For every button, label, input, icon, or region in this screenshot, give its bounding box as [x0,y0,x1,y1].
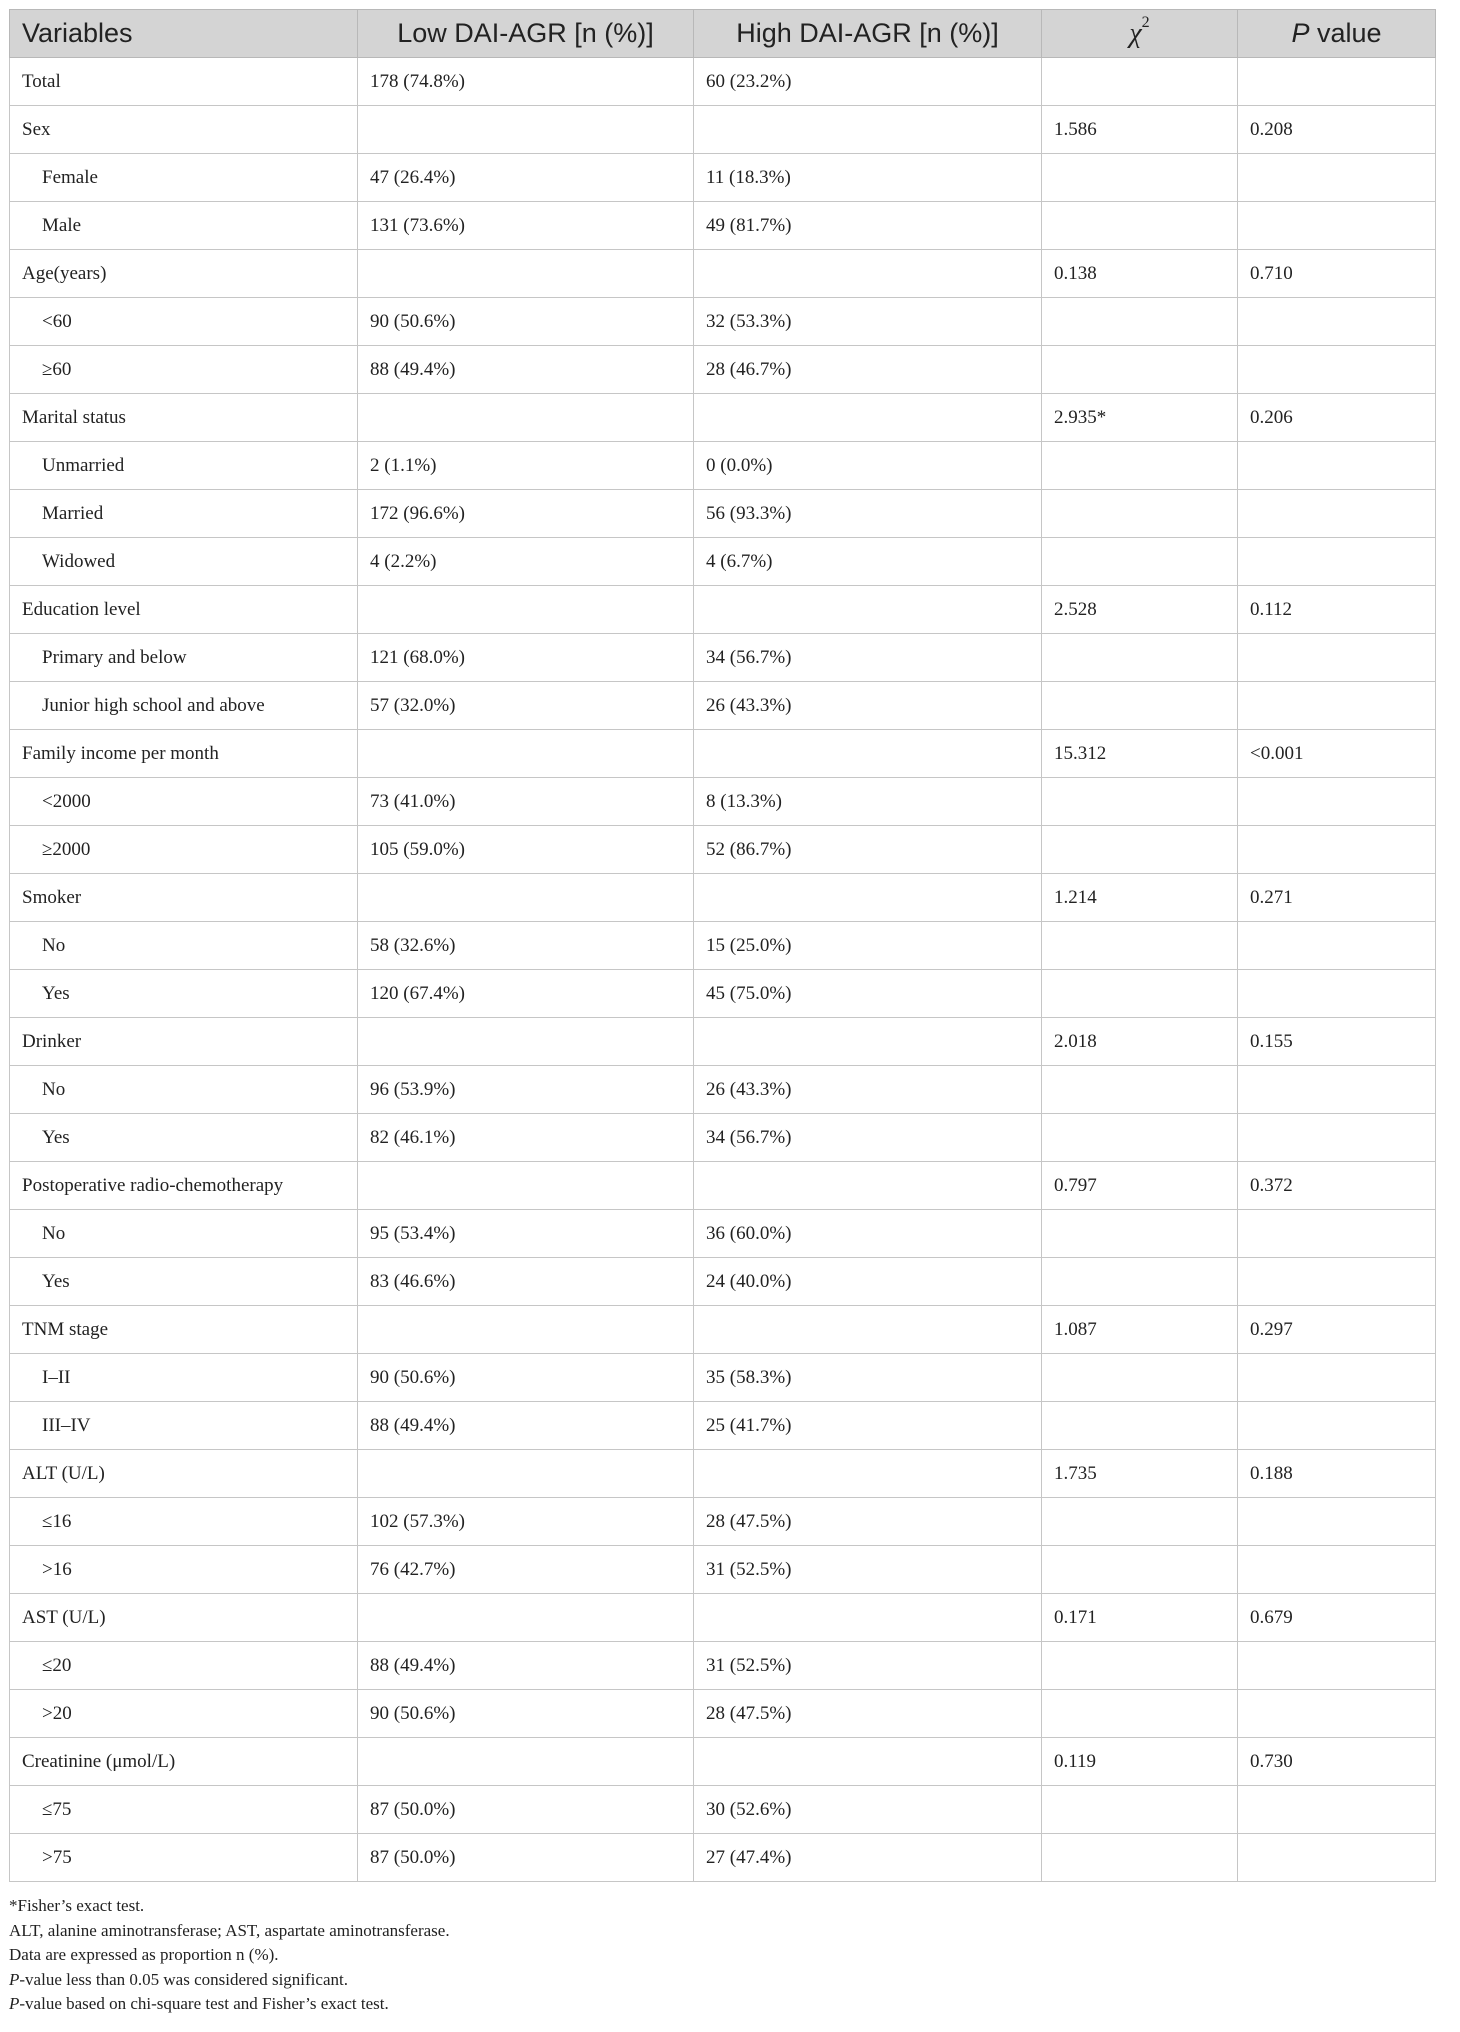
data-table [9,9,1436,1882]
table-row [10,106,1436,154]
cell-high-dai-agr [694,1738,1042,1786]
cell-chi-square: 2.935* [1042,394,1238,442]
cell-chi-square [1042,202,1238,250]
cell-chi-square [1042,1354,1238,1402]
table-row [10,1114,1436,1162]
cell-p-value: 0.208 [1238,106,1436,154]
cell-variable: Sex [10,106,358,154]
cell-chi-square [1042,538,1238,586]
cell-high-dai-agr: 35 (58.3%) [694,1354,1042,1402]
cell-high-dai-agr: 28 (47.5%) [694,1690,1042,1738]
cell-low-dai-agr [358,250,694,298]
cell-low-dai-agr: 58 (32.6%) [358,922,694,970]
cell-p-value [1238,1642,1436,1690]
cell-low-dai-agr [358,106,694,154]
cell-high-dai-agr: 0 (0.0%) [694,442,1042,490]
table-row [10,1594,1436,1642]
cell-variable: No [10,1210,358,1258]
cell-low-dai-agr: 76 (42.7%) [358,1546,694,1594]
cell-p-value [1238,58,1436,106]
cell-high-dai-agr: 36 (60.0%) [694,1210,1042,1258]
cell-low-dai-agr [358,1450,694,1498]
table-row [10,730,1436,778]
table-row [10,202,1436,250]
cell-chi-square [1042,970,1238,1018]
table-row [10,1690,1436,1738]
cell-p-value: 0.679 [1238,1594,1436,1642]
cell-chi-square [1042,154,1238,202]
cell-chi-square: 0.138 [1042,250,1238,298]
table-row [10,1210,1436,1258]
cell-high-dai-agr: 26 (43.3%) [694,1066,1042,1114]
cell-chi-square [1042,346,1238,394]
table-header-row [10,10,1436,58]
cell-variable: Postoperative radio-chemotherapy [10,1162,358,1210]
cell-high-dai-agr: 26 (43.3%) [694,682,1042,730]
cell-variable: Total [10,58,358,106]
cell-p-value: <0.001 [1238,730,1436,778]
cell-low-dai-agr: 73 (41.0%) [358,778,694,826]
cell-p-value [1238,970,1436,1018]
cell-p-value [1238,538,1436,586]
chi-symbol: $\chi^2$ [1129,14,1150,49]
table-row [10,442,1436,490]
cell-high-dai-agr [694,1594,1042,1642]
cell-variable: Yes [10,1258,358,1306]
cell-variable: Family income per month [10,730,358,778]
cell-p-value [1238,682,1436,730]
cell-p-value [1238,922,1436,970]
cell-low-dai-agr: 57 (32.0%) [358,682,694,730]
header-low-dai-agr: Low DAI-AGR [n (%)] [358,10,694,58]
cell-variable: No [10,1066,358,1114]
cell-variable: Female [10,154,358,202]
cell-high-dai-agr [694,730,1042,778]
cell-low-dai-agr: 87 (50.0%) [358,1834,694,1882]
table-row [10,1258,1436,1306]
cell-variable: Drinker [10,1018,358,1066]
cell-chi-square: 1.735 [1042,1450,1238,1498]
cell-chi-square [1042,1642,1238,1690]
table-row [10,778,1436,826]
cell-variable: AST (U/L) [10,1594,358,1642]
cell-low-dai-agr [358,1018,694,1066]
cell-low-dai-agr [358,394,694,442]
cell-chi-square [1042,1066,1238,1114]
cell-high-dai-agr: 34 (56.7%) [694,634,1042,682]
cell-p-value [1238,442,1436,490]
cell-chi-square [1042,1210,1238,1258]
cell-variable: Smoker [10,874,358,922]
cell-chi-square: 2.018 [1042,1018,1238,1066]
cell-variable: >75 [10,1834,358,1882]
table-row [10,1546,1436,1594]
cell-low-dai-agr: 88 (49.4%) [358,346,694,394]
table-row [10,874,1436,922]
cell-chi-square [1042,298,1238,346]
header-chi-square [1042,10,1238,58]
table-row [10,490,1436,538]
table-row [10,1306,1436,1354]
cell-low-dai-agr: 102 (57.3%) [358,1498,694,1546]
cell-variable: Marital status [10,394,358,442]
cell-low-dai-agr: 121 (68.0%) [358,634,694,682]
cell-p-value [1238,1834,1436,1882]
cell-variable: Primary and below [10,634,358,682]
cell-low-dai-agr: 47 (26.4%) [358,154,694,202]
cell-high-dai-agr: 49 (81.7%) [694,202,1042,250]
table-row [10,1786,1436,1834]
cell-variable: Yes [10,1114,358,1162]
cell-low-dai-agr [358,1594,694,1642]
cell-low-dai-agr [358,1738,694,1786]
cell-p-value [1238,634,1436,682]
cell-p-value [1238,1786,1436,1834]
cell-p-value: 0.112 [1238,586,1436,634]
cell-low-dai-agr [358,586,694,634]
cell-high-dai-agr: 56 (93.3%) [694,490,1042,538]
cell-p-value [1238,298,1436,346]
cell-chi-square: 0.171 [1042,1594,1238,1642]
table-row [10,58,1436,106]
header-variables: Variables [10,10,358,58]
table-row [10,1450,1436,1498]
table-row [10,586,1436,634]
cell-high-dai-agr [694,394,1042,442]
footnote-data-format: Data are expressed as proportion n (%). [9,1945,279,1964]
cell-high-dai-agr: 31 (52.5%) [694,1546,1042,1594]
table-row [10,826,1436,874]
table-row [10,1642,1436,1690]
cell-low-dai-agr [358,1306,694,1354]
cell-high-dai-agr: 60 (23.2%) [694,58,1042,106]
table-row [10,154,1436,202]
cell-variable: No [10,922,358,970]
table-row [10,1066,1436,1114]
table-footnotes [9,1894,1435,2017]
cell-chi-square: 1.586 [1042,106,1238,154]
cell-chi-square [1042,1498,1238,1546]
cell-variable: ≥2000 [10,826,358,874]
cell-high-dai-agr [694,1306,1042,1354]
cell-variable: ≤20 [10,1642,358,1690]
cell-p-value: 0.730 [1238,1738,1436,1786]
cell-high-dai-agr: 15 (25.0%) [694,922,1042,970]
cell-high-dai-agr: 28 (47.5%) [694,1498,1042,1546]
cell-high-dai-agr: 28 (46.7%) [694,346,1042,394]
cell-low-dai-agr: 88 (49.4%) [358,1402,694,1450]
cell-chi-square: 1.214 [1042,874,1238,922]
cell-variable: Yes [10,970,358,1018]
cell-high-dai-agr [694,1162,1042,1210]
table-row [10,634,1436,682]
cell-low-dai-agr: 2 (1.1%) [358,442,694,490]
cell-high-dai-agr [694,106,1042,154]
cell-chi-square [1042,1402,1238,1450]
cell-low-dai-agr: 90 (50.6%) [358,298,694,346]
footnote-fisher: *Fisher’s exact test. [9,1896,145,1915]
cell-p-value: 0.271 [1238,874,1436,922]
cell-variable: Widowed [10,538,358,586]
cell-chi-square [1042,442,1238,490]
cell-chi-square [1042,1690,1238,1738]
cell-p-value [1238,1690,1436,1738]
cell-high-dai-agr: 24 (40.0%) [694,1258,1042,1306]
cell-p-value [1238,1066,1436,1114]
table-body [10,58,1436,1882]
cell-p-value: 0.206 [1238,394,1436,442]
cell-low-dai-agr [358,874,694,922]
cell-low-dai-agr: 87 (50.0%) [358,1786,694,1834]
cell-variable: ALT (U/L) [10,1450,358,1498]
cell-chi-square [1042,682,1238,730]
cell-variable: >20 [10,1690,358,1738]
cell-chi-square [1042,922,1238,970]
cell-p-value [1238,1498,1436,1546]
cell-variable: Creatinine (μmol/L) [10,1738,358,1786]
table-row [10,394,1436,442]
table-row [10,970,1436,1018]
cell-low-dai-agr: 105 (59.0%) [358,826,694,874]
table-row [10,1354,1436,1402]
table-container [9,9,1435,2017]
table-row [10,682,1436,730]
cell-high-dai-agr: 31 (52.5%) [694,1642,1042,1690]
cell-variable: <60 [10,298,358,346]
cell-p-value [1238,1546,1436,1594]
cell-p-value: 0.188 [1238,1450,1436,1498]
cell-chi-square [1042,1546,1238,1594]
header-high-dai-agr: High DAI-AGR [n (%)] [694,10,1042,58]
cell-low-dai-agr [358,730,694,778]
table-row [10,1018,1436,1066]
cell-high-dai-agr: 4 (6.7%) [694,538,1042,586]
cell-p-value [1238,826,1436,874]
cell-high-dai-agr [694,250,1042,298]
cell-low-dai-agr: 96 (53.9%) [358,1066,694,1114]
cell-high-dai-agr: 30 (52.6%) [694,1786,1042,1834]
cell-variable: Married [10,490,358,538]
cell-chi-square [1042,826,1238,874]
cell-p-value [1238,202,1436,250]
cell-variable: Education level [10,586,358,634]
cell-p-value: 0.710 [1238,250,1436,298]
cell-low-dai-agr: 95 (53.4%) [358,1210,694,1258]
cell-low-dai-agr: 88 (49.4%) [358,1642,694,1690]
cell-variable: Age(years) [10,250,358,298]
footnote-significance: P-value less than 0.05 was considered significant. [9,1969,348,1989]
table-row [10,1498,1436,1546]
cell-high-dai-agr: 27 (47.4%) [694,1834,1042,1882]
cell-variable: Unmarried [10,442,358,490]
table-row [10,1402,1436,1450]
cell-variable: Junior high school and above [10,682,358,730]
cell-variable: >16 [10,1546,358,1594]
cell-chi-square: 0.119 [1042,1738,1238,1786]
cell-high-dai-agr: 25 (41.7%) [694,1402,1042,1450]
cell-variable: TNM stage [10,1306,358,1354]
cell-chi-square [1042,58,1238,106]
cell-high-dai-agr: 32 (53.3%) [694,298,1042,346]
cell-variable: <2000 [10,778,358,826]
cell-low-dai-agr: 131 (73.6%) [358,202,694,250]
header-p-value: P value [1238,10,1436,58]
cell-high-dai-agr [694,1450,1042,1498]
cell-low-dai-agr: 172 (96.6%) [358,490,694,538]
cell-low-dai-agr: 120 (67.4%) [358,970,694,1018]
cell-chi-square [1042,778,1238,826]
cell-chi-square [1042,1786,1238,1834]
cell-p-value: 0.297 [1238,1306,1436,1354]
cell-high-dai-agr [694,586,1042,634]
cell-high-dai-agr: 8 (13.3%) [694,778,1042,826]
cell-low-dai-agr: 4 (2.2%) [358,538,694,586]
cell-high-dai-agr [694,1018,1042,1066]
cell-p-value: 0.372 [1238,1162,1436,1210]
footnote-abbreviations: ALT, alanine aminotransferase; AST, aspartate aminotransferase. [9,1920,450,1940]
cell-low-dai-agr [358,1162,694,1210]
cell-low-dai-agr: 90 (50.6%) [358,1690,694,1738]
table-row [10,922,1436,970]
cell-chi-square: 0.797 [1042,1162,1238,1210]
cell-p-value [1238,154,1436,202]
cell-variable: ≥60 [10,346,358,394]
cell-high-dai-agr: 52 (86.7%) [694,826,1042,874]
cell-low-dai-agr: 82 (46.1%) [358,1114,694,1162]
footnote-test-basis: P-value based on chi-square test and Fisher’s exact test. [9,1994,389,2013]
cell-p-value [1238,1402,1436,1450]
cell-chi-square [1042,1834,1238,1882]
cell-chi-square: 1.087 [1042,1306,1238,1354]
cell-p-value [1238,1354,1436,1402]
cell-chi-square [1042,1258,1238,1306]
cell-chi-square: 15.312 [1042,730,1238,778]
cell-p-value [1238,1114,1436,1162]
cell-variable: Male [10,202,358,250]
cell-p-value [1238,1210,1436,1258]
cell-chi-square [1042,490,1238,538]
cell-p-value [1238,1258,1436,1306]
table-row [10,346,1436,394]
table-row [10,1834,1436,1882]
cell-variable: ≤75 [10,1786,358,1834]
cell-variable: ≤16 [10,1498,358,1546]
cell-high-dai-agr: 34 (56.7%) [694,1114,1042,1162]
table-row [10,538,1436,586]
cell-low-dai-agr: 178 (74.8%) [358,58,694,106]
cell-high-dai-agr: 45 (75.0%) [694,970,1042,1018]
cell-low-dai-agr: 90 (50.6%) [358,1354,694,1402]
table-row [10,250,1436,298]
cell-p-value: 0.155 [1238,1018,1436,1066]
cell-chi-square [1042,1114,1238,1162]
cell-p-value [1238,490,1436,538]
cell-variable: I–II [10,1354,358,1402]
table-row [10,1738,1436,1786]
table-row [10,1162,1436,1210]
cell-chi-square [1042,634,1238,682]
cell-chi-square: 2.528 [1042,586,1238,634]
table-row [10,298,1436,346]
cell-high-dai-agr: 11 (18.3%) [694,154,1042,202]
cell-variable: III–IV [10,1402,358,1450]
cell-high-dai-agr [694,874,1042,922]
cell-p-value [1238,778,1436,826]
cell-low-dai-agr: 83 (46.6%) [358,1258,694,1306]
cell-p-value [1238,346,1436,394]
